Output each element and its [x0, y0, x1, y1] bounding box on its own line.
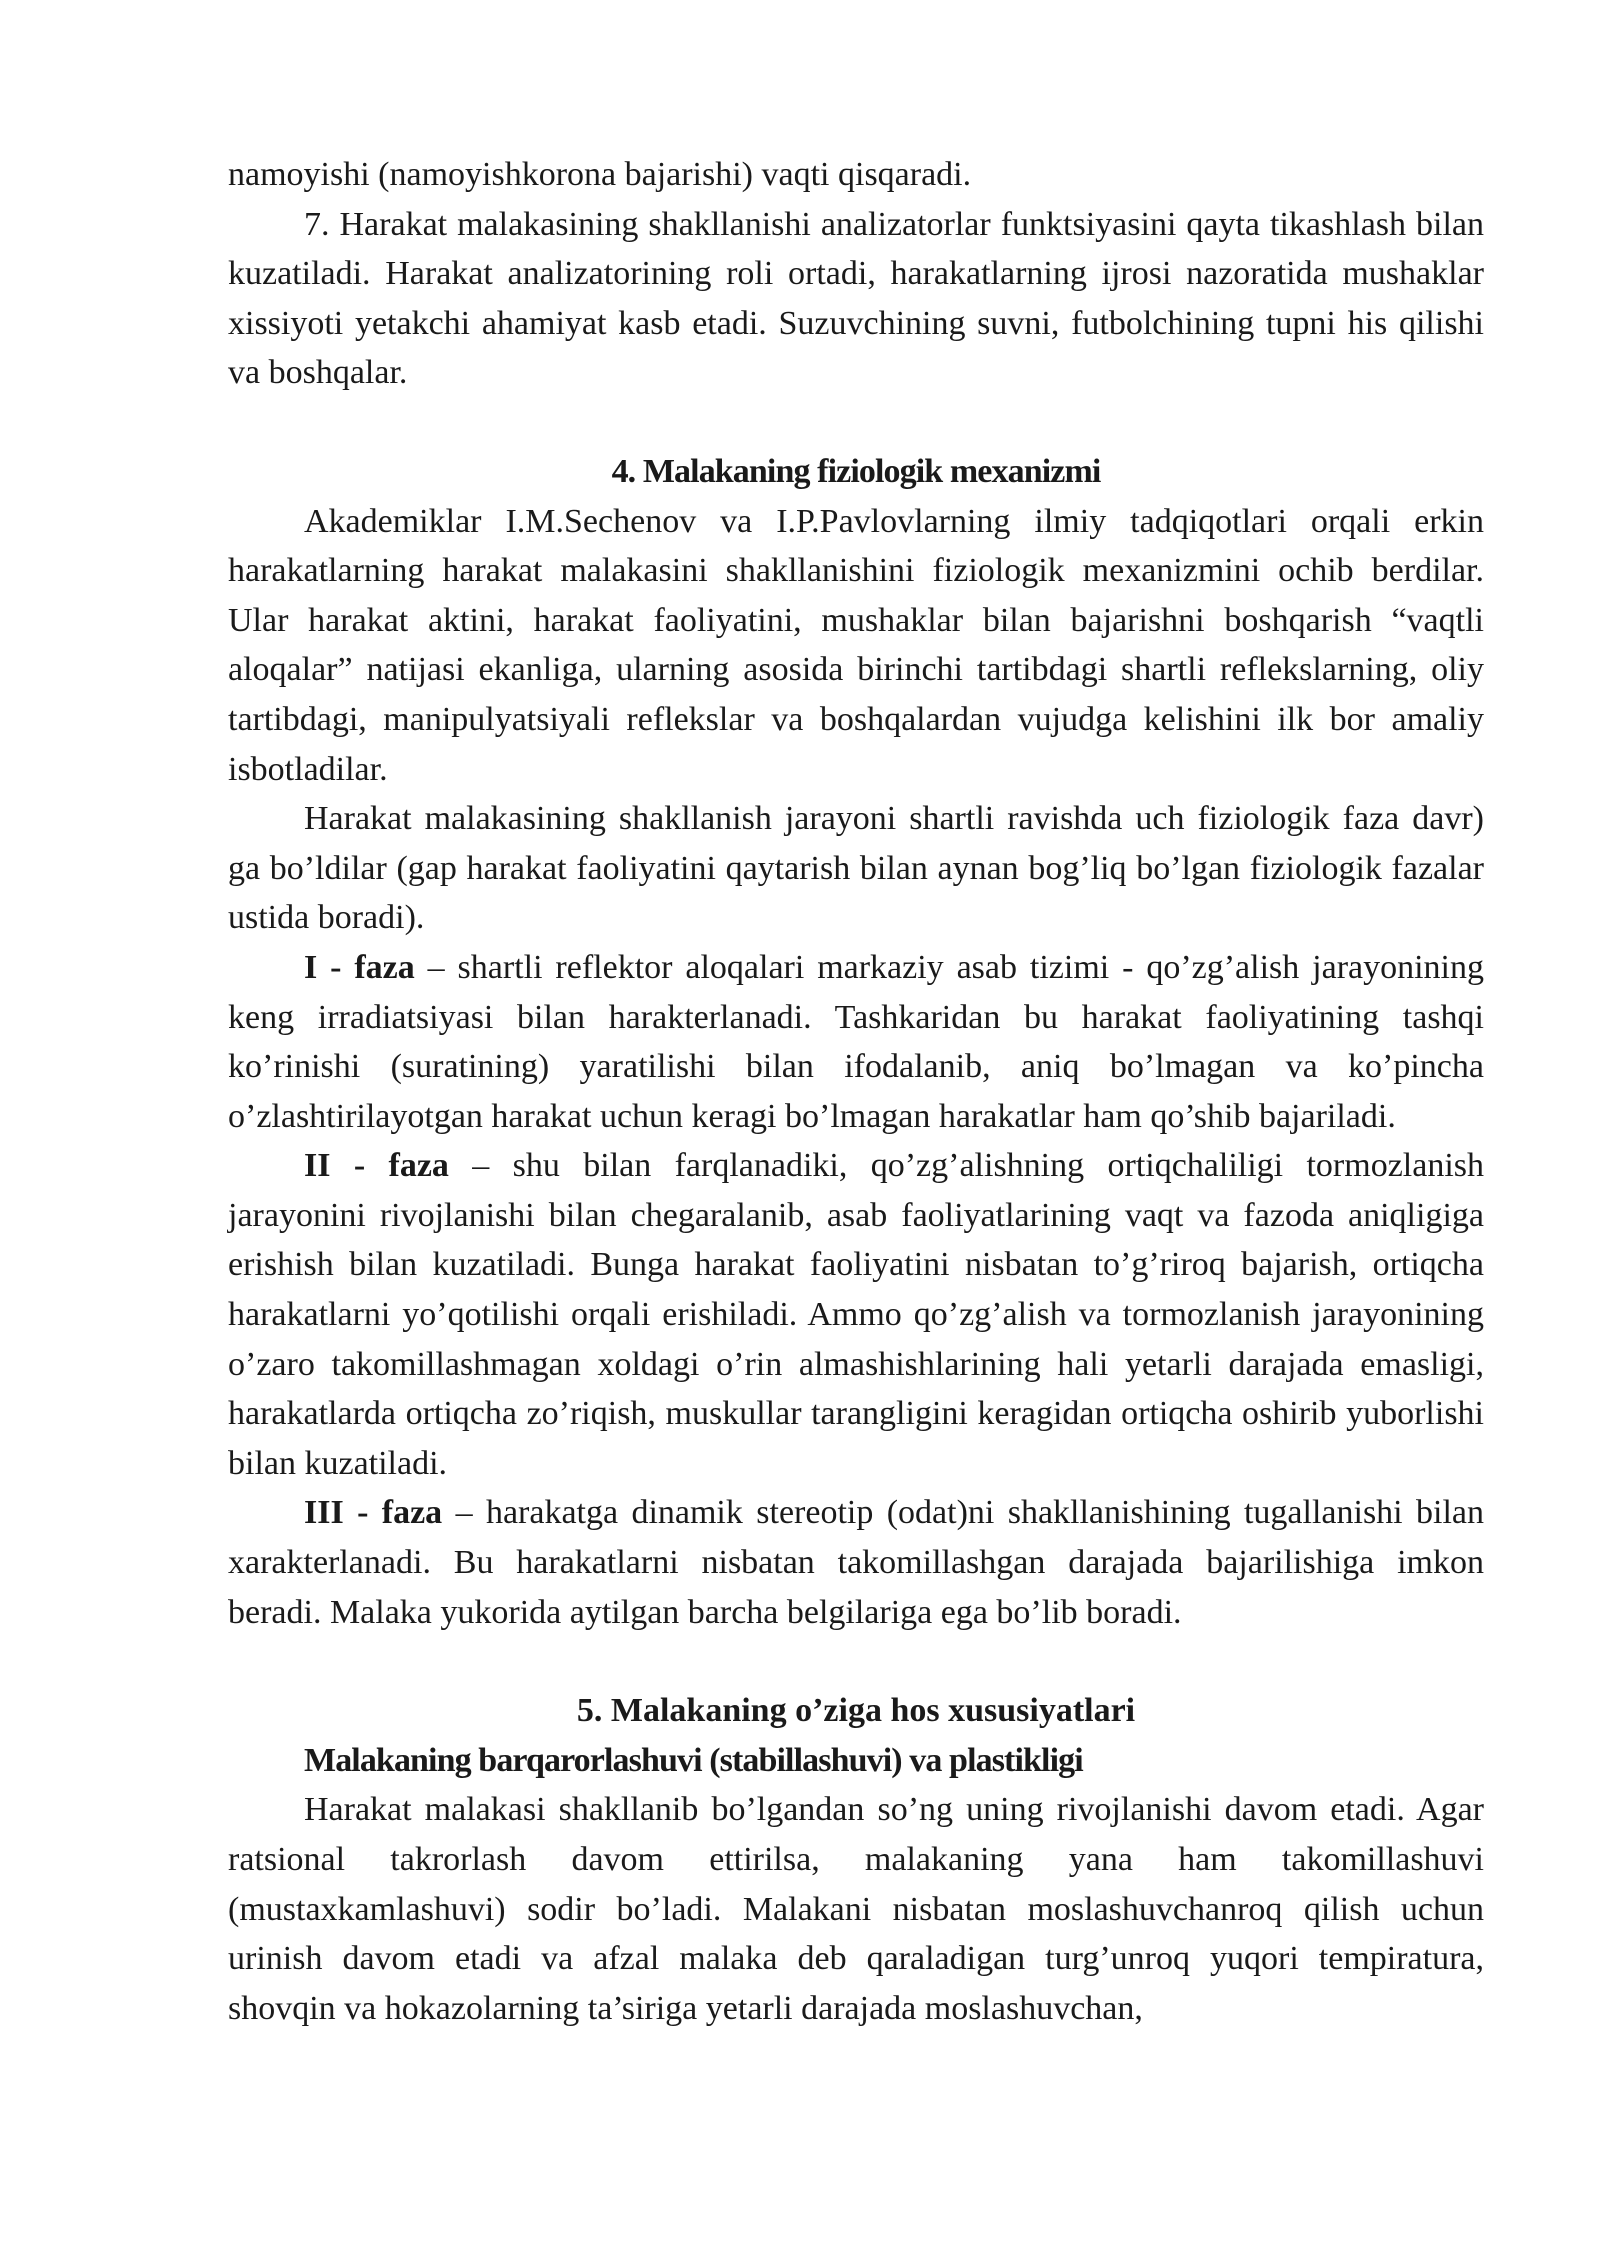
paragraph-phases-intro: Harakat malakasining shakllanish jarayoni shartli ravishda uch fiziologik faza davr) ga bo’ldilar (gap harakat faoliyatini qaytarish bilan aynan bog’liq bo’lgan fiziologik fazalar ustida boradi).	[228, 800, 1484, 937]
paragraph-phase-1	[228, 943, 1484, 1141]
phase-2-text: – shu bilan farqlanadiki, qo’zg’alishning ortiqchaliligi tormozlanish jarayonini rivojlanishi bilan chegaralanib, asab faoliyatlarining vaqt va fazoda aniqligiga erishish bilan kuzatiladi. Bunga harakat faoliyatini nisbatan to’g’riroq bajarish, ortiqcha harakatlarni yo’qotilishi orqali erishiladi. Ammo qo’zg’alish va tormozlanish jarayonining o’zaro takomillashmagan xoldagi o’rin almashishlarining hali yetarli darajada emasligi, harakatlarda ortiqcha zo’riqish, muskullar tarangligini keragidan ortiqcha oshirib yuborlishi bilan kuzatiladi.	[228, 1147, 1485, 1482]
document-page	[228, 150, 1484, 2033]
subsection-heading: Malakaning barqarorlashuvi (stabillashuvi) va plastikligi	[304, 1741, 1083, 1779]
paragraph-item-7: 7. Harakat malakasining shakllanishi analizatorlar funktsiyasini qayta tikashlash bilan kuzatiladi. Harakat analizatorining roli ortadi, harakatlarning ijrosi nazoratida mushaklar xissiyoti yetakchi ahamiyat kasb etadi. Suzuvchining suvni, futbolchining tupni his qilishi va boshqalar.	[228, 205, 1484, 392]
phase-1-text: – shartli reflektor aloqalari markaziy asab tizimi - qo’zg’alish jarayonining keng irradiatsiyasi bilan harakterlanadi. Tashkaridan bu harakat faoliyatining tashqi ko’rinishi (suratining) yaratilishi bilan ifodalanib, aniq bo’lmagan va ko’pincha o’zlashtirilayotgan harakat uchun keragi bo’lmagan harakatlar ham qo’shib bajariladi.	[228, 948, 1485, 1135]
paragraph-continuation: namoyishi (namoyishkorona bajarishi) vaqti qisqaradi.	[228, 156, 972, 193]
paragraph-sechenov-pavlov: Akademiklar I.M.Sechenov va I.P.Pavlovlarning ilmiy tadqiqotlari orqali erkin harakatlarning harakat malakasini shakllanishini fiziologik mexanizmini ochib berdilar. Ular harakat aktini, harakat faoliyatini, mushaklar bilan bajarishni boshqarish “vaqtli aloqalar” natijasi ekanliga, ularning asosida birinchi tartibdagi shartli reflekslarning, oliy tartibdagi, manipulyatsiyali reflekslar va boshqalardan vujudga kelishini ilk bor amaliy isbotladilar.	[228, 502, 1484, 788]
paragraph-skill-development: Harakat malakasi shakllanib bo’lgandan so’ng uning rivojlanishi davom etadi. Agar ratsional takrorlash davom ettirilsa, malakaning yana ham takomillashuvi (mustaxkamlashuvi) sodir bo’ladi. Malakani nisbatan moslashuvchanroq qilish uchun urinish davom etadi va afzal malaka deb qaraladigan turg’unroq yuqori tempiratura, shovqin va hokazolarning ta’siriga yetarli darajada moslashuvchan,	[228, 1791, 1484, 2027]
paragraph-phase-2	[228, 1141, 1484, 1488]
phase-3-label: III - faza	[304, 1494, 443, 1532]
section-heading-5: 5. Malakaning o’ziga hos xususiyatlari	[576, 1692, 1136, 1730]
phase-1-label: I - faza	[304, 948, 415, 986]
phase-3-text: – harakatga dinamik stereotip (odat)ni shakllanishining tugallanishi bilan xarakterlanadi. Bu harakatlarni nisbatan takomillashgan darajada bajarilishiga imkon beradi. Malaka yukorida aytilgan barcha belgilariga ega bo’lib boradi.	[228, 1494, 1484, 1631]
section-heading-4: 4. Malakaning fiziologik mexanizmi	[611, 452, 1101, 490]
paragraph-phase-3	[228, 1488, 1484, 1637]
phase-2-label: II - faza	[304, 1147, 449, 1185]
